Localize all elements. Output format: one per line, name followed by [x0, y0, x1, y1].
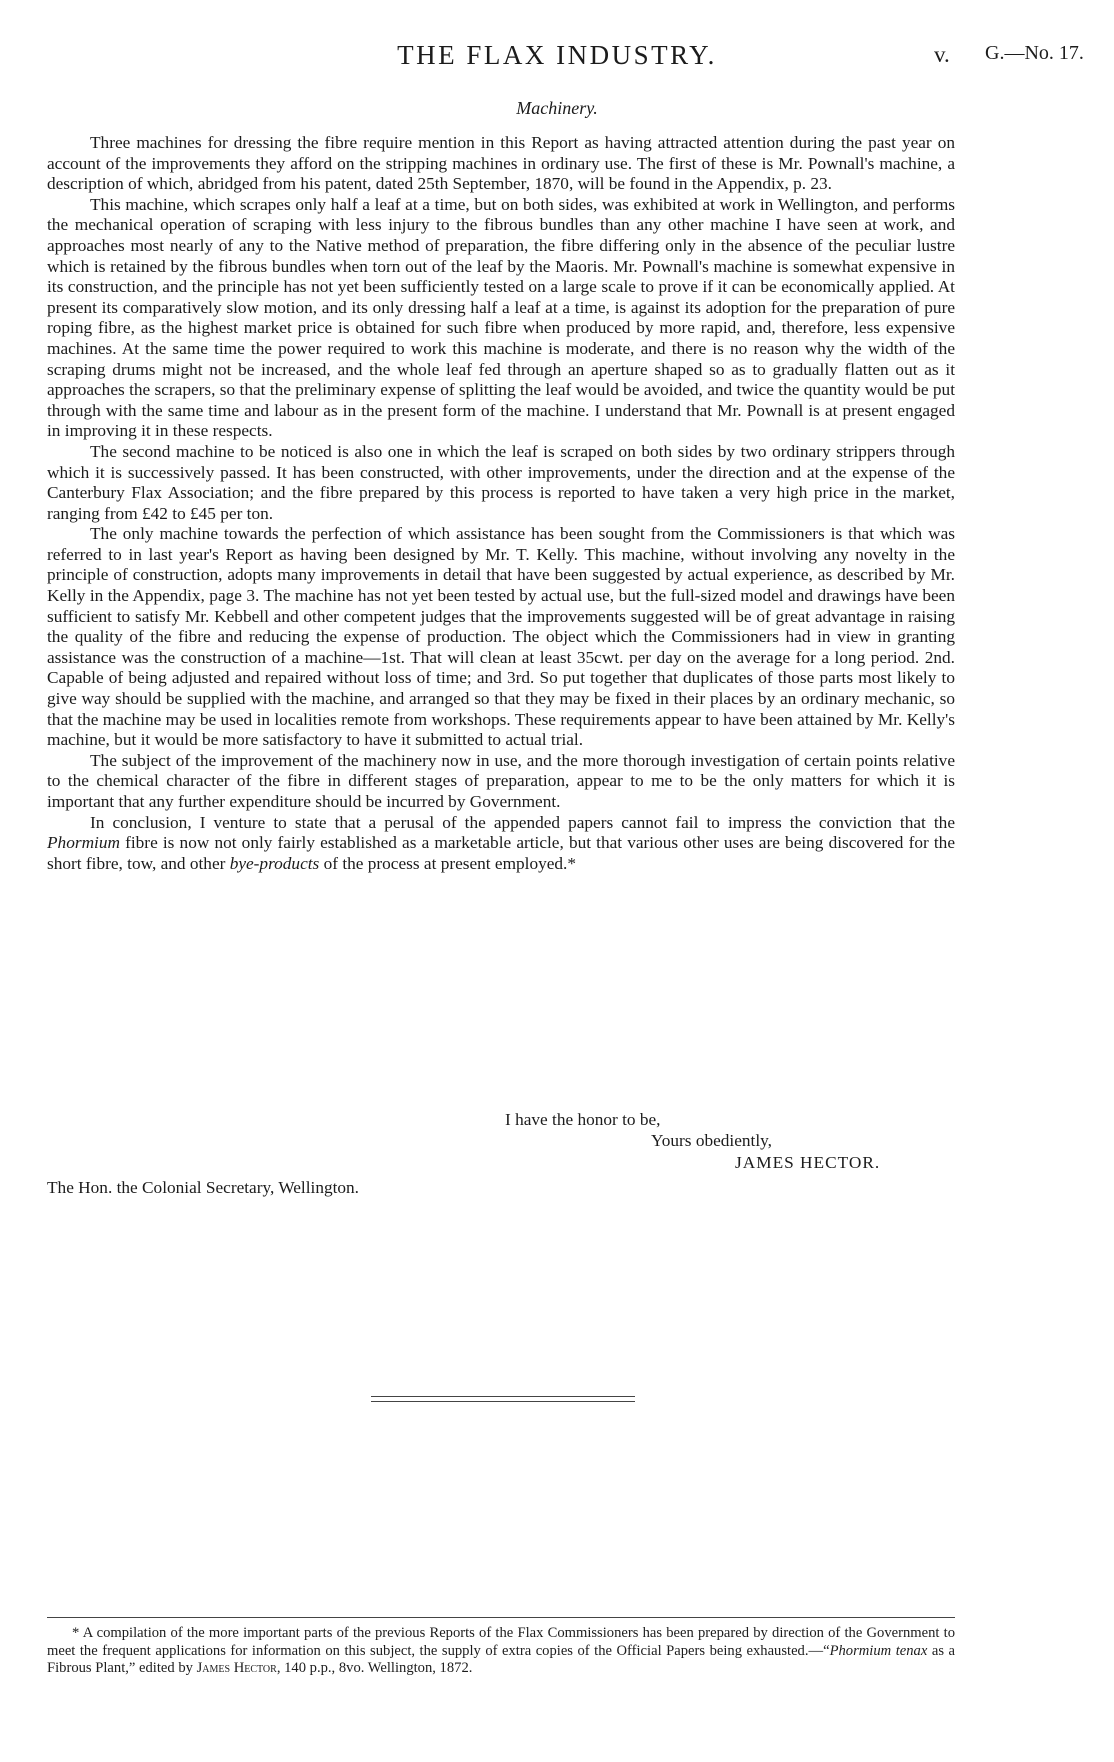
- paragraph: This machine, which scrapes only half a leaf at a time, but on both sides, was exhibited at work in Wellington, and performs the mechanical operation of scraping with less injury to the fibrous bundles than any other machine I have seen at work, and approaches most nearly of any to the Native method of preparation, the fibre differing only in the absence of the peculiar lustre which is retained by the fibrous bundles when torn out of the leaf by the Maoris. Mr. Pownall's machine is somewhat expensive in its construction, and the principle has not yet been sufficiently tested on a large scale to prove if it can be economically applied. At present its comparatively slow motion, and its only dressing half a leaf at a time, is against its adoption for the preparation of pure roping fibre, as the highest market price is obtained for such fibre when produced by more rapid, and, therefore, less expensive machines. At the same time the power required to work this machine is moderate, and there is no reason why the width of the scraping drums might not be increased, and the whole leaf fed through an aperture shaped so as to gradually flatten out as it approaches the scrapers, so that the preliminary expense of splitting the leaf would be avoided, and twice the quantity would be put through with the same time and labour as in the present form of the machine. I understand that Mr. Pownall is at present engaged in improving it in these respects.: [47, 194, 955, 441]
- paragraph: Three machines for dressing the fibre require mention in this Report as having attracted attention during the past year on account of the improvements they afford on the stripping machines in ordinary use. The first of these is Mr. Pownall's machine, a description of which, abridged from his patent, dated 25th September, 1870, will be found in the Appendix, p. 23.: [47, 133, 955, 194]
- addressee: The Hon. the Colonial Secretary, Wellington.: [47, 1178, 359, 1197]
- body-text: [47, 133, 955, 874]
- editor-name: James Hector: [196, 1660, 277, 1677]
- signoff-honor: I have the honor to be,: [505, 1110, 661, 1129]
- signoff-yours: Yours obediently,: [651, 1131, 772, 1150]
- paragraph: [47, 813, 955, 875]
- text-run: fibre is now not only fairly established as a marketable article, but that various other uses are being discovered for the short fibre, tow, and other: [47, 833, 955, 873]
- text-run: of the process at present employed.*: [319, 853, 577, 873]
- footnote-rule: [47, 1617, 955, 1618]
- text-run: * A compilation of the more important parts of the previous Reports of the Flax Commissioners has been prepared by direction of the Government to meet the frequent applications for information on this subject, the supply of extra copies of the Official Papers being exhausted.—“: [47, 1625, 955, 1659]
- running-title: THE FLAX INDUSTRY.: [397, 40, 717, 70]
- document-reference: G.—No. 17.: [985, 42, 1084, 64]
- paragraph: The subject of the improvement of the machinery now in use, and the more thorough investigation of certain points relative to the chemical character of the fibre in different stages of preparation, appear to me to be the only matters for which it is important that any further expenditure should be incurred by Government.: [47, 750, 955, 811]
- paragraph: The only machine towards the perfection of which assistance has been sought from the Commissioners is that which was referred to in last year's Report as having been designed by Mr. T. Kelly. This machine, without involving any novelty in the principle of construction, adopts many improvements in detail that have been suggested by actual experience, as described by Mr. Kelly in the Appendix, page 3. The machine has not yet been tested by actual use, but the full-sized model and drawings have been sufficient to satisfy Mr. Kebbell and other competent judges that the improvements suggested will be of great advantage in raising the quality of the fibre and reducing the expense of production. The object which the Commissioners had in view in granting assistance was the construction of a machine—1st. That will clean at least 35cwt. per day on the average for a long period. 2nd. Capable of being adjusted and repaired without loss of time; and 3rd. So put together that duplicates of those parts most likely to give way should be supplied with the machine, and arranged so that they may be fixed in their places by an ordinary mechanic, so that the machine may be used in localities remote from workshops. These requirements appear to have been attained by Mr. Kelly's machine, but it would be more satisfactory to have it submitted to actual trial.: [47, 524, 955, 750]
- text-run: , 140 p.p., 8vo. Wellington, 1872.: [276, 1660, 473, 1677]
- italic-term: bye-products: [229, 853, 320, 873]
- section-heading: Machinery.: [516, 98, 598, 118]
- italic-term: Phormium tenax: [829, 1642, 928, 1659]
- footnote-text: [47, 1625, 955, 1678]
- paragraph: The second machine to be noticed is also one in which the leaf is scraped on both sides by two ordinary strippers through which it is successively passed. It has been constructed, with other improvements, under the direction and at the expense of the Canterbury Flax Association; and the fibre prepared by this process is reported to have taken a very high price in the market, ranging from £42 to £45 per ton.: [47, 441, 955, 523]
- footnote: [47, 1625, 955, 1678]
- text-run: as a Fibrous Plant,” edited by: [47, 1642, 955, 1677]
- text-run: In conclusion, I venture to state that a perusal of the appended papers cannot fail to impress the conviction that the: [90, 812, 955, 832]
- closing-rule: [371, 1396, 635, 1402]
- signatory-name: JAMES HECTOR.: [735, 1153, 881, 1172]
- page-number-roman: v.: [934, 42, 950, 67]
- italic-term: Phormium: [47, 833, 120, 853]
